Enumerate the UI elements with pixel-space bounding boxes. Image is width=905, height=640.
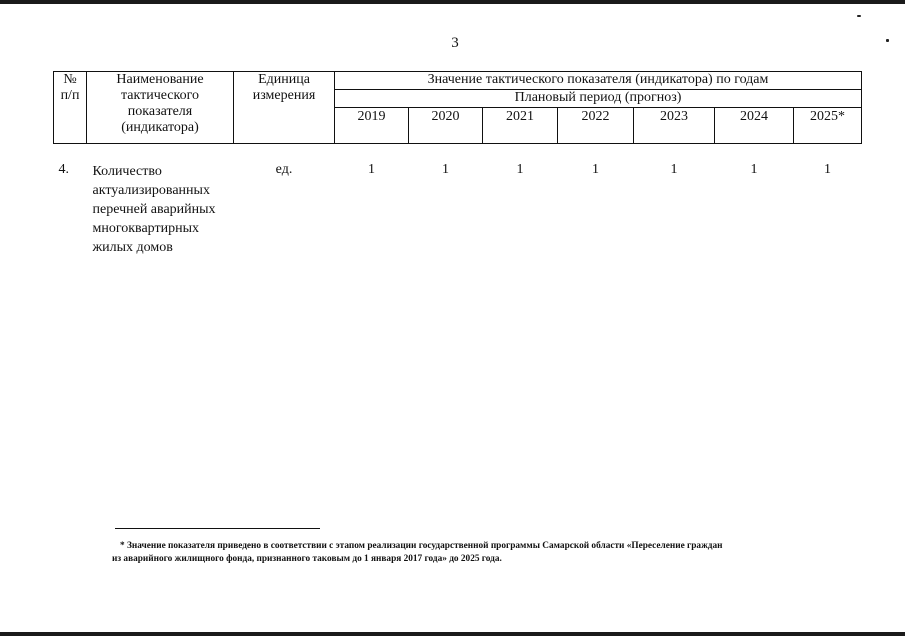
header-year: 2020 <box>409 108 483 144</box>
row-name-line: многоквартирных <box>92 221 200 236</box>
header-num <box>54 72 87 144</box>
header-year: 2024 <box>715 108 794 144</box>
page-number: 3 <box>451 35 459 51</box>
header-planning-period: Плановый период (прогноз) <box>335 90 862 108</box>
scan-speck <box>857 15 861 17</box>
header-name-line: тактического <box>120 88 200 103</box>
tactical-indicators-table <box>53 71 862 257</box>
row-value-cell: 1 <box>368 162 375 177</box>
row-value-cell: 1 <box>592 162 599 177</box>
row-unit: ед. <box>275 162 293 177</box>
header-year: 2023 <box>634 108 715 144</box>
footnote-line: * Значение показателя приведено в соответствии с этапом реализации государственной программы Самарской области «Переселение граждан <box>120 541 723 551</box>
header-name <box>87 72 234 144</box>
footnote <box>112 540 872 566</box>
header-unit-line: Единица <box>258 72 310 87</box>
header-year: 2025* <box>794 108 862 144</box>
scan-edge-bottom <box>0 632 905 636</box>
table-row <box>54 144 862 258</box>
header-year: 2022 <box>558 108 634 144</box>
row-value-cell: 1 <box>750 162 758 177</box>
header-num-line: п/п <box>60 88 80 103</box>
row-name-line: Количество <box>92 164 162 179</box>
row-name-line: актуализированных <box>92 183 210 198</box>
row-value-cell: 1 <box>516 162 524 177</box>
header-year: 2021 <box>483 108 558 144</box>
row-value-cell: 1 <box>442 162 449 177</box>
row-name-line: перечней аварийных <box>92 202 216 217</box>
row-indicator-name <box>87 144 234 258</box>
header-name-line: показателя <box>127 104 193 119</box>
header-name-line: Наименование <box>116 72 204 87</box>
header-unit <box>234 72 335 144</box>
footnote-line: из аварийного жилищного фонда, признанного таковым до 1 января 2017 года» до 2025 года. <box>112 554 502 564</box>
header-unit-line: измерения <box>252 88 316 103</box>
row-value-cell: 1 <box>670 162 678 177</box>
row-name-line: жилых домов <box>92 240 173 255</box>
header-num-line: № <box>63 72 77 87</box>
header-name-line: (индикатора) <box>121 120 199 135</box>
scan-edge-top <box>0 0 905 4</box>
row-value-cell: 1 <box>824 162 831 177</box>
footnote-separator <box>115 528 320 529</box>
header-values-group: Значение тактического показателя (индикатора) по годам <box>335 72 862 90</box>
row-number: 4. <box>58 162 69 177</box>
scan-speck <box>886 39 889 42</box>
header-year: 2019 <box>335 108 409 144</box>
